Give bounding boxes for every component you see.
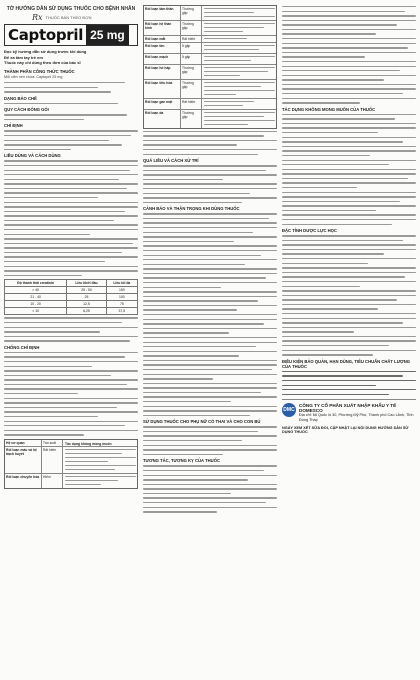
text-block [143, 165, 277, 203]
text-block [282, 235, 416, 355]
leaflet-header: TỜ HƯỚNG DẪN SỬ DỤNG THUỐC CHO BỆNH NHÂN [6, 6, 136, 12]
table-cell: 100 [106, 294, 137, 301]
table-header: Hệ cơ quan [5, 440, 42, 446]
warning-item: Đọc kỹ hướng dẫn sử dụng trước khi dùng [4, 49, 87, 54]
table-cell: Thường gặp [181, 65, 202, 79]
rx-symbol: Rx [32, 13, 43, 22]
table-row [5, 287, 138, 294]
table-cell: Rất hiếm [181, 99, 202, 109]
table-header-row [5, 440, 137, 447]
column-3 [282, 4, 416, 676]
table-cell: < 10 [5, 308, 67, 315]
table-row [144, 65, 276, 80]
text-block [4, 114, 138, 120]
table-row [144, 110, 276, 128]
table-header: Tác dụng không mong muốn [65, 441, 112, 446]
composition-text: Mỗi viên nén chứa: Captopril 25 mg [4, 74, 63, 79]
table-cell: Rối loạn da [144, 110, 181, 128]
text-block [143, 213, 277, 416]
table-header: Liều khởi đầu [67, 280, 106, 287]
column-1 [4, 4, 138, 676]
table-row [5, 301, 138, 308]
table-header: Tần suất [42, 440, 63, 446]
text-block [4, 352, 138, 436]
table-row [144, 21, 276, 36]
section-heading: QUY CÁCH ĐÓNG GÓI [4, 107, 49, 113]
text-block [282, 114, 416, 225]
section-heading: DẠNG BÀO CHẾ [4, 95, 37, 101]
table-cell: Rối loạn chuyển hóa [5, 474, 42, 488]
table-row [5, 294, 138, 301]
text-block [4, 317, 138, 341]
text-block [143, 426, 277, 455]
table-row [5, 474, 137, 488]
table-cell: Ít gặp [181, 54, 202, 64]
table-cell: 75 [106, 301, 137, 308]
manufacturer-name: CÔNG TY CỔ PHẦN XUẤT NHẬP KHẨU Y TẾ DOMESCO [299, 403, 397, 414]
table-cell: 21 - 40 [5, 294, 67, 301]
product-dose: 25 mg [86, 25, 129, 45]
product-title-box [4, 24, 138, 46]
table-cell: Thường gặp [181, 110, 202, 128]
table-header: Liều tối đa [106, 280, 137, 287]
manufacturer-info [299, 403, 416, 423]
warning-list [4, 49, 138, 66]
table-cell: Rối loạn mạch [144, 54, 181, 64]
section-heading: QUÁ LIỀU VÀ CÁCH XỬ TRÍ [143, 158, 199, 164]
manufacturer-address: Địa chỉ: 66 Quốc lộ 30, Phường Mỹ Phú, Thành phố Cao Lãnh, Tỉnh Đồng Tháp [299, 413, 414, 423]
table-row [144, 36, 276, 43]
table-row [144, 80, 276, 99]
text-block [143, 465, 277, 512]
text-block [4, 130, 138, 150]
table-row [144, 54, 276, 65]
section-heading: CHỐNG CHỈ ĐỊNH [4, 344, 40, 350]
table-row [144, 99, 276, 110]
warning-item: Thuốc này chỉ dùng theo đơn của bác sĩ [4, 60, 81, 66]
text-block [4, 103, 138, 104]
table-cell: Rối loạn mắt [144, 36, 181, 42]
revision-date-label: NGÀY XEM XÉT SỬA ĐỔI, CẬP NHẬT LẠI NỘI DUNG HƯỚNG DẪN SỬ DỤNG THUỐC [282, 426, 409, 435]
table-header: Độ thanh thải creatinin [5, 280, 67, 287]
table-cell: Rối loạn tâm thần [144, 6, 181, 20]
text-block [282, 371, 416, 395]
section-heading: SỬ DỤNG THUỐC CHO PHỤ NỮ CÓ THAI VÀ CHO CON BÚ [143, 419, 261, 425]
table-cell: Thường gặp [181, 80, 202, 98]
table-cell: 10 - 20 [5, 301, 67, 308]
table-cell: 150 [106, 287, 137, 294]
table-cell: Rất hiếm [42, 447, 63, 473]
table-cell: 25 [67, 294, 106, 301]
table-cell: Thường gặp [181, 21, 202, 35]
table-cell: 37,5 [106, 308, 137, 315]
text-block [4, 160, 138, 276]
table-cell: 6,25 [67, 308, 106, 315]
warning-item: Để xa tầm tay trẻ em [4, 54, 43, 60]
table-row [5, 308, 138, 315]
section-heading: TÁC DỤNG KHÔNG MONG MUỐN CỦA THUỐC [282, 106, 376, 112]
table-row [5, 447, 137, 474]
table-cell: Rối loạn hô hấp [144, 65, 181, 79]
adverse-effects-table-start [4, 439, 138, 489]
section-heading: ĐẶC TÍNH DƯỢC LỰC HỌC [282, 228, 337, 234]
section-heading: THÀNH PHẦN CÔNG THỨC THUỐC [4, 68, 75, 74]
table-cell: Hiếm [42, 474, 63, 488]
table-cell: Ít gặp [181, 43, 202, 53]
table-cell: Rối loạn hệ thần kinh [144, 21, 181, 35]
column-2 [143, 4, 277, 676]
table-cell: Thường gặp [181, 6, 202, 20]
text-block [143, 131, 277, 155]
table-cell: Rối loạn gan mật [144, 99, 181, 109]
adverse-effects-table [143, 5, 277, 129]
table-cell: > 40 [5, 287, 67, 294]
table-cell: 12,5 [67, 301, 106, 308]
table-cell: Rối loạn máu và hệ bạch huyết [5, 447, 42, 473]
text-block [282, 6, 416, 104]
table-row [144, 6, 276, 21]
table-row [144, 43, 276, 54]
renal-dose-table [4, 279, 138, 315]
section-heading: ĐIỀU KIỆN BẢO QUẢN, HẠN DÙNG, TIÊU CHUẨN CHẤT LƯỢNG CỦA THUỐC [282, 358, 411, 369]
manufacturer-block [282, 399, 416, 423]
table-cell: Rối loạn tim [144, 43, 181, 53]
product-name: Captopril [8, 26, 84, 44]
rx-line [32, 13, 138, 22]
manufacturer-logo: DMC [282, 403, 296, 417]
section-heading: LIỀU DÙNG VÀ CÁCH DÙNG [4, 153, 61, 159]
section-heading: CHỈ ĐỊNH [4, 123, 23, 129]
table-cell: Rối loạn tiêu hóa [144, 80, 181, 98]
section-heading: TƯƠNG TÁC, TƯƠNG KỴ CỦA THUỐC [143, 458, 220, 464]
table-cell: Rất hiếm [181, 36, 202, 42]
table-cell: 25 - 50 [67, 287, 106, 294]
section-heading: CẢNH BÁO VÀ THẬN TRỌNG KHI DÙNG THUỐC [143, 206, 240, 212]
text-block [4, 82, 138, 93]
rx-label: THUỐC BÁN THEO ĐƠN [45, 15, 92, 20]
